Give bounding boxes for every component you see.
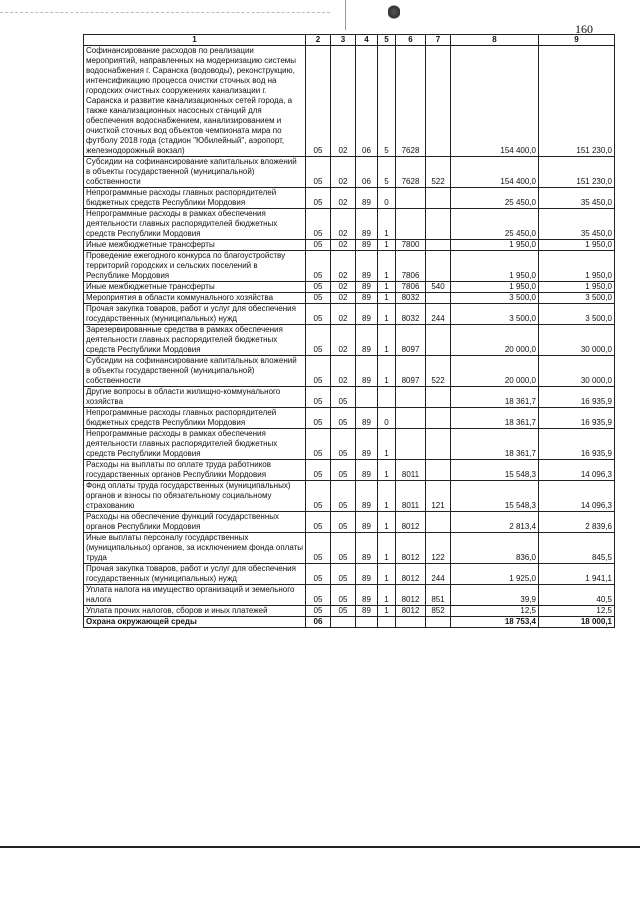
subprogram-code: 0 (378, 188, 396, 209)
amount-year-1: 12,5 (451, 606, 539, 617)
section-code: 05 (306, 408, 331, 429)
direction-code: 8097 (396, 325, 426, 356)
col-header-1: 1 (84, 35, 306, 46)
row-description: Иные межбюджетные трансферты (84, 282, 306, 293)
program-code: 89 (356, 606, 378, 617)
table-row (84, 188, 615, 209)
section-code: 05 (306, 293, 331, 304)
amount-year-2: 3 500,0 (539, 304, 615, 325)
program-code: 06 (356, 46, 378, 157)
table-row (84, 617, 615, 628)
expense-type-code: 121 (426, 481, 451, 512)
expense-type-code (426, 408, 451, 429)
scan-artifact-vertical (345, 0, 346, 30)
direction-code: 8011 (396, 481, 426, 512)
section-code: 05 (306, 209, 331, 240)
table-row (84, 481, 615, 512)
subsection-code: 02 (331, 240, 356, 251)
row-description: Мероприятия в области коммунального хозяйства (84, 293, 306, 304)
amount-year-1: 2 813,4 (451, 512, 539, 533)
col-header-7: 7 (426, 35, 451, 46)
subsection-code: 05 (331, 387, 356, 408)
amount-year-1: 25 450,0 (451, 188, 539, 209)
program-code: 89 (356, 240, 378, 251)
subprogram-code: 1 (378, 481, 396, 512)
subsection-code: 05 (331, 512, 356, 533)
subsection-code: 05 (331, 429, 356, 460)
table-row (84, 429, 615, 460)
row-description: Зарезервированные средства в рамках обеспечения деятельности главных распорядителей бюджетных средств Республики Мордовия (84, 325, 306, 356)
col-header-5: 5 (378, 35, 396, 46)
subsection-code: 05 (331, 564, 356, 585)
row-description: Фонд оплаты труда государственных (муниципальных) органов и взносы по обязательному социальному страхованию (84, 481, 306, 512)
col-header-4: 4 (356, 35, 378, 46)
subsection-code (331, 617, 356, 628)
subsection-code: 02 (331, 46, 356, 157)
amount-year-2: 14 096,3 (539, 460, 615, 481)
amount-year-2: 16 935,9 (539, 429, 615, 460)
section-code: 05 (306, 606, 331, 617)
amount-year-1: 18 753,4 (451, 617, 539, 628)
direction-code: 7628 (396, 46, 426, 157)
amount-year-1: 154 400,0 (451, 46, 539, 157)
subprogram-code: 1 (378, 533, 396, 564)
col-header-8: 8 (451, 35, 539, 46)
program-code: 89 (356, 585, 378, 606)
amount-year-2: 2 839,6 (539, 512, 615, 533)
section-code: 05 (306, 46, 331, 157)
section-code: 05 (306, 356, 331, 387)
table-row (84, 251, 615, 282)
section-code: 06 (306, 617, 331, 628)
row-description: Непрограммные расходы главных распорядителей бюджетных средств Республики Мордовия (84, 408, 306, 429)
subsection-code: 02 (331, 188, 356, 209)
program-code: 89 (356, 512, 378, 533)
col-header-3: 3 (331, 35, 356, 46)
amount-year-2: 35 450,0 (539, 209, 615, 240)
direction-code: 8012 (396, 606, 426, 617)
section-code: 05 (306, 157, 331, 188)
expense-type-code: 522 (426, 356, 451, 387)
subsection-code: 05 (331, 408, 356, 429)
subprogram-code (378, 617, 396, 628)
amount-year-2: 30 000,0 (539, 356, 615, 387)
direction-code (396, 387, 426, 408)
table-row (84, 606, 615, 617)
program-code: 89 (356, 325, 378, 356)
amount-year-1: 154 400,0 (451, 157, 539, 188)
expense-type-code (426, 387, 451, 408)
program-code: 89 (356, 460, 378, 481)
row-description: Субсидии на софинансирование капитальных вложений в объекты государственной (муниципальной) собственности (84, 356, 306, 387)
subsection-code: 02 (331, 325, 356, 356)
subprogram-code: 1 (378, 585, 396, 606)
subsection-code: 05 (331, 481, 356, 512)
expense-type-code (426, 460, 451, 481)
subprogram-code: 1 (378, 606, 396, 617)
col-header-6: 6 (396, 35, 426, 46)
subsection-code: 02 (331, 209, 356, 240)
section-code: 05 (306, 512, 331, 533)
subprogram-code: 1 (378, 293, 396, 304)
table-row (84, 209, 615, 240)
table-row (84, 46, 615, 157)
expense-type-code: 522 (426, 157, 451, 188)
program-code: 89 (356, 282, 378, 293)
amount-year-2: 1 950,0 (539, 282, 615, 293)
subsection-code: 05 (331, 460, 356, 481)
subprogram-code: 5 (378, 157, 396, 188)
amount-year-1: 18 361,7 (451, 408, 539, 429)
subprogram-code: 1 (378, 209, 396, 240)
direction-code (396, 617, 426, 628)
subsection-code: 02 (331, 157, 356, 188)
direction-code: 8012 (396, 585, 426, 606)
subprogram-code: 1 (378, 240, 396, 251)
row-description: Иные межбюджетные трансферты (84, 240, 306, 251)
expense-type-code (426, 251, 451, 282)
row-description: Расходы на обеспечение функций государственных органов Республики Мордовия (84, 512, 306, 533)
amount-year-1: 1 950,0 (451, 251, 539, 282)
expense-type-code (426, 240, 451, 251)
direction-code: 8012 (396, 533, 426, 564)
amount-year-2: 18 000,1 (539, 617, 615, 628)
direction-code: 8097 (396, 356, 426, 387)
direction-code: 8012 (396, 564, 426, 585)
direction-code: 7628 (396, 157, 426, 188)
row-description: Софинансирование расходов по реализации мероприятий, направленных на модернизацию системы водоснабжения г. Саранска (водоводы), реконструкцию, интенсификацию процесса очистки сточных вод на городских очистных сооружениях канализации г. Саранска и развитие канализационных сетей города, а также канализационных насосных станций для обеспечения водоснабжением, канализированием и очисткой сточных вод объектов чемпионата мира по футболу 2018 года (стадион "Юбилейный", аэропорт, железнодорожный вокзал) (84, 46, 306, 157)
program-code: 89 (356, 251, 378, 282)
subsection-code: 02 (331, 304, 356, 325)
section-code: 05 (306, 282, 331, 293)
col-header-2: 2 (306, 35, 331, 46)
header-row (84, 35, 615, 46)
amount-year-2: 845,5 (539, 533, 615, 564)
table-row (84, 157, 615, 188)
direction-code: 8011 (396, 460, 426, 481)
amount-year-2: 3 500,0 (539, 293, 615, 304)
expense-type-code: 540 (426, 282, 451, 293)
row-description: Другие вопросы в области жилищно-коммунального хозяйства (84, 387, 306, 408)
row-description: Субсидии на софинансирование капитальных вложений в объекты государственной (муниципальной) собственности (84, 157, 306, 188)
expense-type-code: 122 (426, 533, 451, 564)
expense-type-code: 244 (426, 304, 451, 325)
row-description: Проведение ежегодного конкурса по благоустройству территорий городских и сельских поселений в Республике Мордовия (84, 251, 306, 282)
program-code (356, 387, 378, 408)
expense-type-code (426, 209, 451, 240)
section-code: 05 (306, 481, 331, 512)
table-row (84, 282, 615, 293)
expense-type-code (426, 512, 451, 533)
program-code: 89 (356, 293, 378, 304)
program-code: 89 (356, 533, 378, 564)
amount-year-2: 40,5 (539, 585, 615, 606)
program-code: 06 (356, 157, 378, 188)
bottom-rule (0, 846, 640, 848)
amount-year-2: 30 000,0 (539, 325, 615, 356)
amount-year-1: 18 361,7 (451, 429, 539, 460)
section-code: 05 (306, 325, 331, 356)
table-row (84, 240, 615, 251)
direction-code: 7800 (396, 240, 426, 251)
scan-artifact-line (0, 12, 330, 13)
amount-year-1: 25 450,0 (451, 209, 539, 240)
page-number: 160 (575, 22, 593, 36)
subprogram-code: 1 (378, 512, 396, 533)
direction-code: 7806 (396, 282, 426, 293)
table-row (84, 304, 615, 325)
direction-code (396, 408, 426, 429)
table-row (84, 460, 615, 481)
row-description: Непрограммные расходы в рамках обеспечения деятельности главных распорядителей бюджетных средств Республики Мордовия (84, 429, 306, 460)
program-code: 89 (356, 188, 378, 209)
table-row (84, 325, 615, 356)
amount-year-1: 20 000,0 (451, 356, 539, 387)
section-code: 05 (306, 460, 331, 481)
amount-year-2: 35 450,0 (539, 188, 615, 209)
subprogram-code: 1 (378, 304, 396, 325)
direction-code (396, 188, 426, 209)
section-code: 05 (306, 304, 331, 325)
expense-type-code (426, 188, 451, 209)
row-description: Расходы на выплаты по оплате труда работников государственных органов Республики Мордовия (84, 460, 306, 481)
amount-year-2: 151 230,0 (539, 46, 615, 157)
subprogram-code: 0 (378, 408, 396, 429)
expense-type-code (426, 429, 451, 460)
subsection-code: 05 (331, 533, 356, 564)
program-code (356, 617, 378, 628)
amount-year-2: 14 096,3 (539, 481, 615, 512)
amount-year-2: 1 950,0 (539, 240, 615, 251)
col-header-9: 9 (539, 35, 615, 46)
amount-year-2: 16 935,9 (539, 408, 615, 429)
subprogram-code: 1 (378, 429, 396, 460)
subsection-code: 05 (331, 585, 356, 606)
row-description: Уплата налога на имущество организаций и земельного налога (84, 585, 306, 606)
direction-code: 8032 (396, 304, 426, 325)
amount-year-1: 836,0 (451, 533, 539, 564)
table-row (84, 585, 615, 606)
expense-type-code (426, 293, 451, 304)
table-row (84, 564, 615, 585)
program-code: 89 (356, 209, 378, 240)
subprogram-code: 1 (378, 356, 396, 387)
amount-year-1: 39,9 (451, 585, 539, 606)
section-code: 05 (306, 387, 331, 408)
expense-type-code: 851 (426, 585, 451, 606)
row-description: Прочая закупка товаров, работ и услуг для обеспечения государственных (муниципальных) нужд (84, 564, 306, 585)
section-code: 05 (306, 564, 331, 585)
direction-code: 8032 (396, 293, 426, 304)
program-code: 89 (356, 356, 378, 387)
budget-table (83, 34, 615, 628)
amount-year-2: 1 950,0 (539, 251, 615, 282)
binder-hole-mark (388, 4, 400, 20)
program-code: 89 (356, 564, 378, 585)
amount-year-2: 12,5 (539, 606, 615, 617)
section-code: 05 (306, 585, 331, 606)
subsection-code: 02 (331, 251, 356, 282)
table-row (84, 512, 615, 533)
subsection-code: 02 (331, 282, 356, 293)
amount-year-2: 151 230,0 (539, 157, 615, 188)
subprogram-code: 1 (378, 564, 396, 585)
section-code: 05 (306, 429, 331, 460)
amount-year-1: 1 950,0 (451, 240, 539, 251)
amount-year-1: 1 925,0 (451, 564, 539, 585)
amount-year-1: 3 500,0 (451, 293, 539, 304)
row-description: Иные выплаты персоналу государственных (муниципальных) органов, за исключением фонда оплаты труда (84, 533, 306, 564)
subprogram-code (378, 387, 396, 408)
row-description: Непрограммные расходы главных распорядителей бюджетных средств Республики Мордовия (84, 188, 306, 209)
amount-year-1: 20 000,0 (451, 325, 539, 356)
table-row (84, 293, 615, 304)
section-code: 05 (306, 188, 331, 209)
subsection-code: 02 (331, 356, 356, 387)
subsection-code: 05 (331, 606, 356, 617)
program-code: 89 (356, 429, 378, 460)
row-description: Уплата прочих налогов, сборов и иных платежей (84, 606, 306, 617)
subprogram-code: 1 (378, 325, 396, 356)
section-code: 05 (306, 240, 331, 251)
amount-year-1: 15 548,3 (451, 460, 539, 481)
amount-year-2: 1 941,1 (539, 564, 615, 585)
expense-type-code: 852 (426, 606, 451, 617)
subprogram-code: 1 (378, 251, 396, 282)
section-code: 05 (306, 533, 331, 564)
amount-year-2: 16 935,9 (539, 387, 615, 408)
subprogram-code: 1 (378, 460, 396, 481)
table-row (84, 387, 615, 408)
amount-year-1: 15 548,3 (451, 481, 539, 512)
program-code: 89 (356, 481, 378, 512)
expense-type-code: 244 (426, 564, 451, 585)
section-code: 05 (306, 251, 331, 282)
table-row (84, 356, 615, 387)
direction-code: 7806 (396, 251, 426, 282)
table-row (84, 408, 615, 429)
amount-year-1: 1 950,0 (451, 282, 539, 293)
expense-type-code (426, 46, 451, 157)
program-code: 89 (356, 408, 378, 429)
subsection-code: 02 (331, 293, 356, 304)
amount-year-1: 3 500,0 (451, 304, 539, 325)
table-row (84, 533, 615, 564)
direction-code: 8012 (396, 512, 426, 533)
direction-code (396, 429, 426, 460)
subprogram-code: 1 (378, 282, 396, 293)
direction-code (396, 209, 426, 240)
subprogram-code: 5 (378, 46, 396, 157)
row-description: Прочая закупка товаров, работ и услуг для обеспечения государственных (муниципальных) нужд (84, 304, 306, 325)
program-code: 89 (356, 304, 378, 325)
expense-type-code (426, 325, 451, 356)
row-description: Непрограммные расходы в рамках обеспечения деятельности главных распорядителей бюджетных средств Республики Мордовия (84, 209, 306, 240)
amount-year-1: 18 361,7 (451, 387, 539, 408)
row-description: Охрана окружающей среды (84, 617, 306, 628)
expense-type-code (426, 617, 451, 628)
